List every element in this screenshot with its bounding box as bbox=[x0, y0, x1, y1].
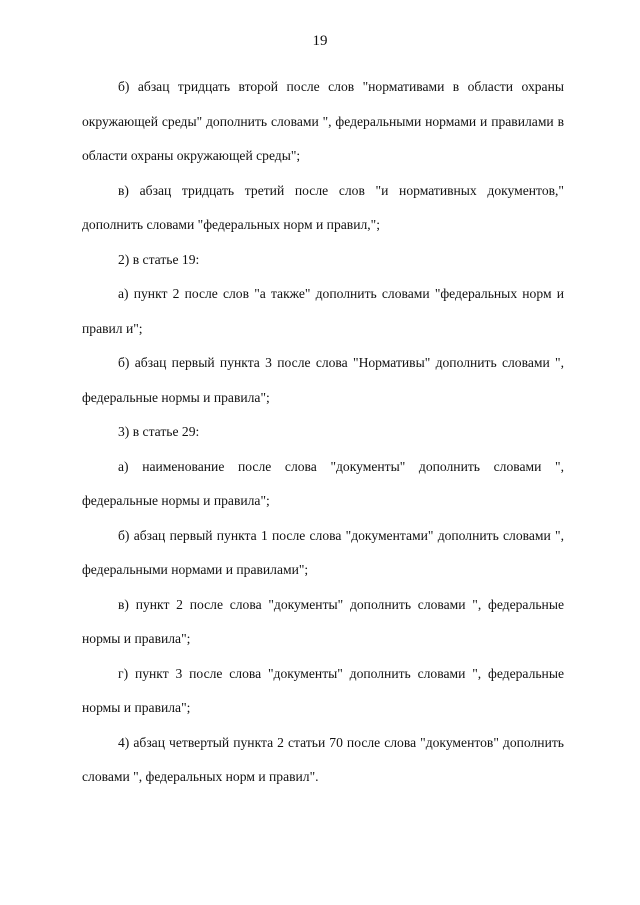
paragraph-a-point-2: а) пункт 2 после слов "а также" дополнить словами "федеральных норм и правил и"; bbox=[82, 286, 564, 336]
paragraph-b-point-3: б) абзац первый пункта 3 после слова "Нормативы" дополнить словами ", федеральные нормы и правила"; bbox=[82, 355, 564, 405]
paragraph-item-2-article-19: 2) в статье 19: bbox=[118, 251, 200, 267]
paragraph-a-title: а) наименование после слова "документы" дополнить словами ", федеральные нормы и правила"; bbox=[82, 458, 564, 508]
paragraph-g-point-3: г) пункт 3 после слова "документы" дополнить словами ", федеральные нормы и правила"; bbox=[82, 665, 564, 715]
document-body bbox=[82, 70, 564, 795]
paragraph-item-4-article-70: 4) абзац четвертый пункта 2 статьи 70 после слова "документов" дополнить словами ", федеральных норм и правил". bbox=[82, 734, 564, 784]
paragraph-v-point-2: в) пункт 2 после слова "документы" дополнить словами ", федеральные нормы и правила"; bbox=[82, 596, 564, 646]
paragraph-b-para-32: б) абзац тридцать второй после слов "нормативами в области охраны окружающей среды" дополнить словами ", федеральными нормами и правилами в области охраны окружающей среды"; bbox=[82, 79, 564, 163]
paragraph-b-point-1: б) абзац первый пункта 1 после слова "документами" дополнить словами ", федеральными нормами и правилами"; bbox=[82, 527, 564, 577]
paragraph-item-3-article-29: 3) в статье 29: bbox=[118, 424, 200, 439]
page-number: 19 bbox=[312, 33, 328, 49]
paragraph-v-para-33: в) абзац тридцать третий после слов "и нормативных документов," дополнить словами "федеральных норм и правил,"; bbox=[82, 182, 564, 232]
